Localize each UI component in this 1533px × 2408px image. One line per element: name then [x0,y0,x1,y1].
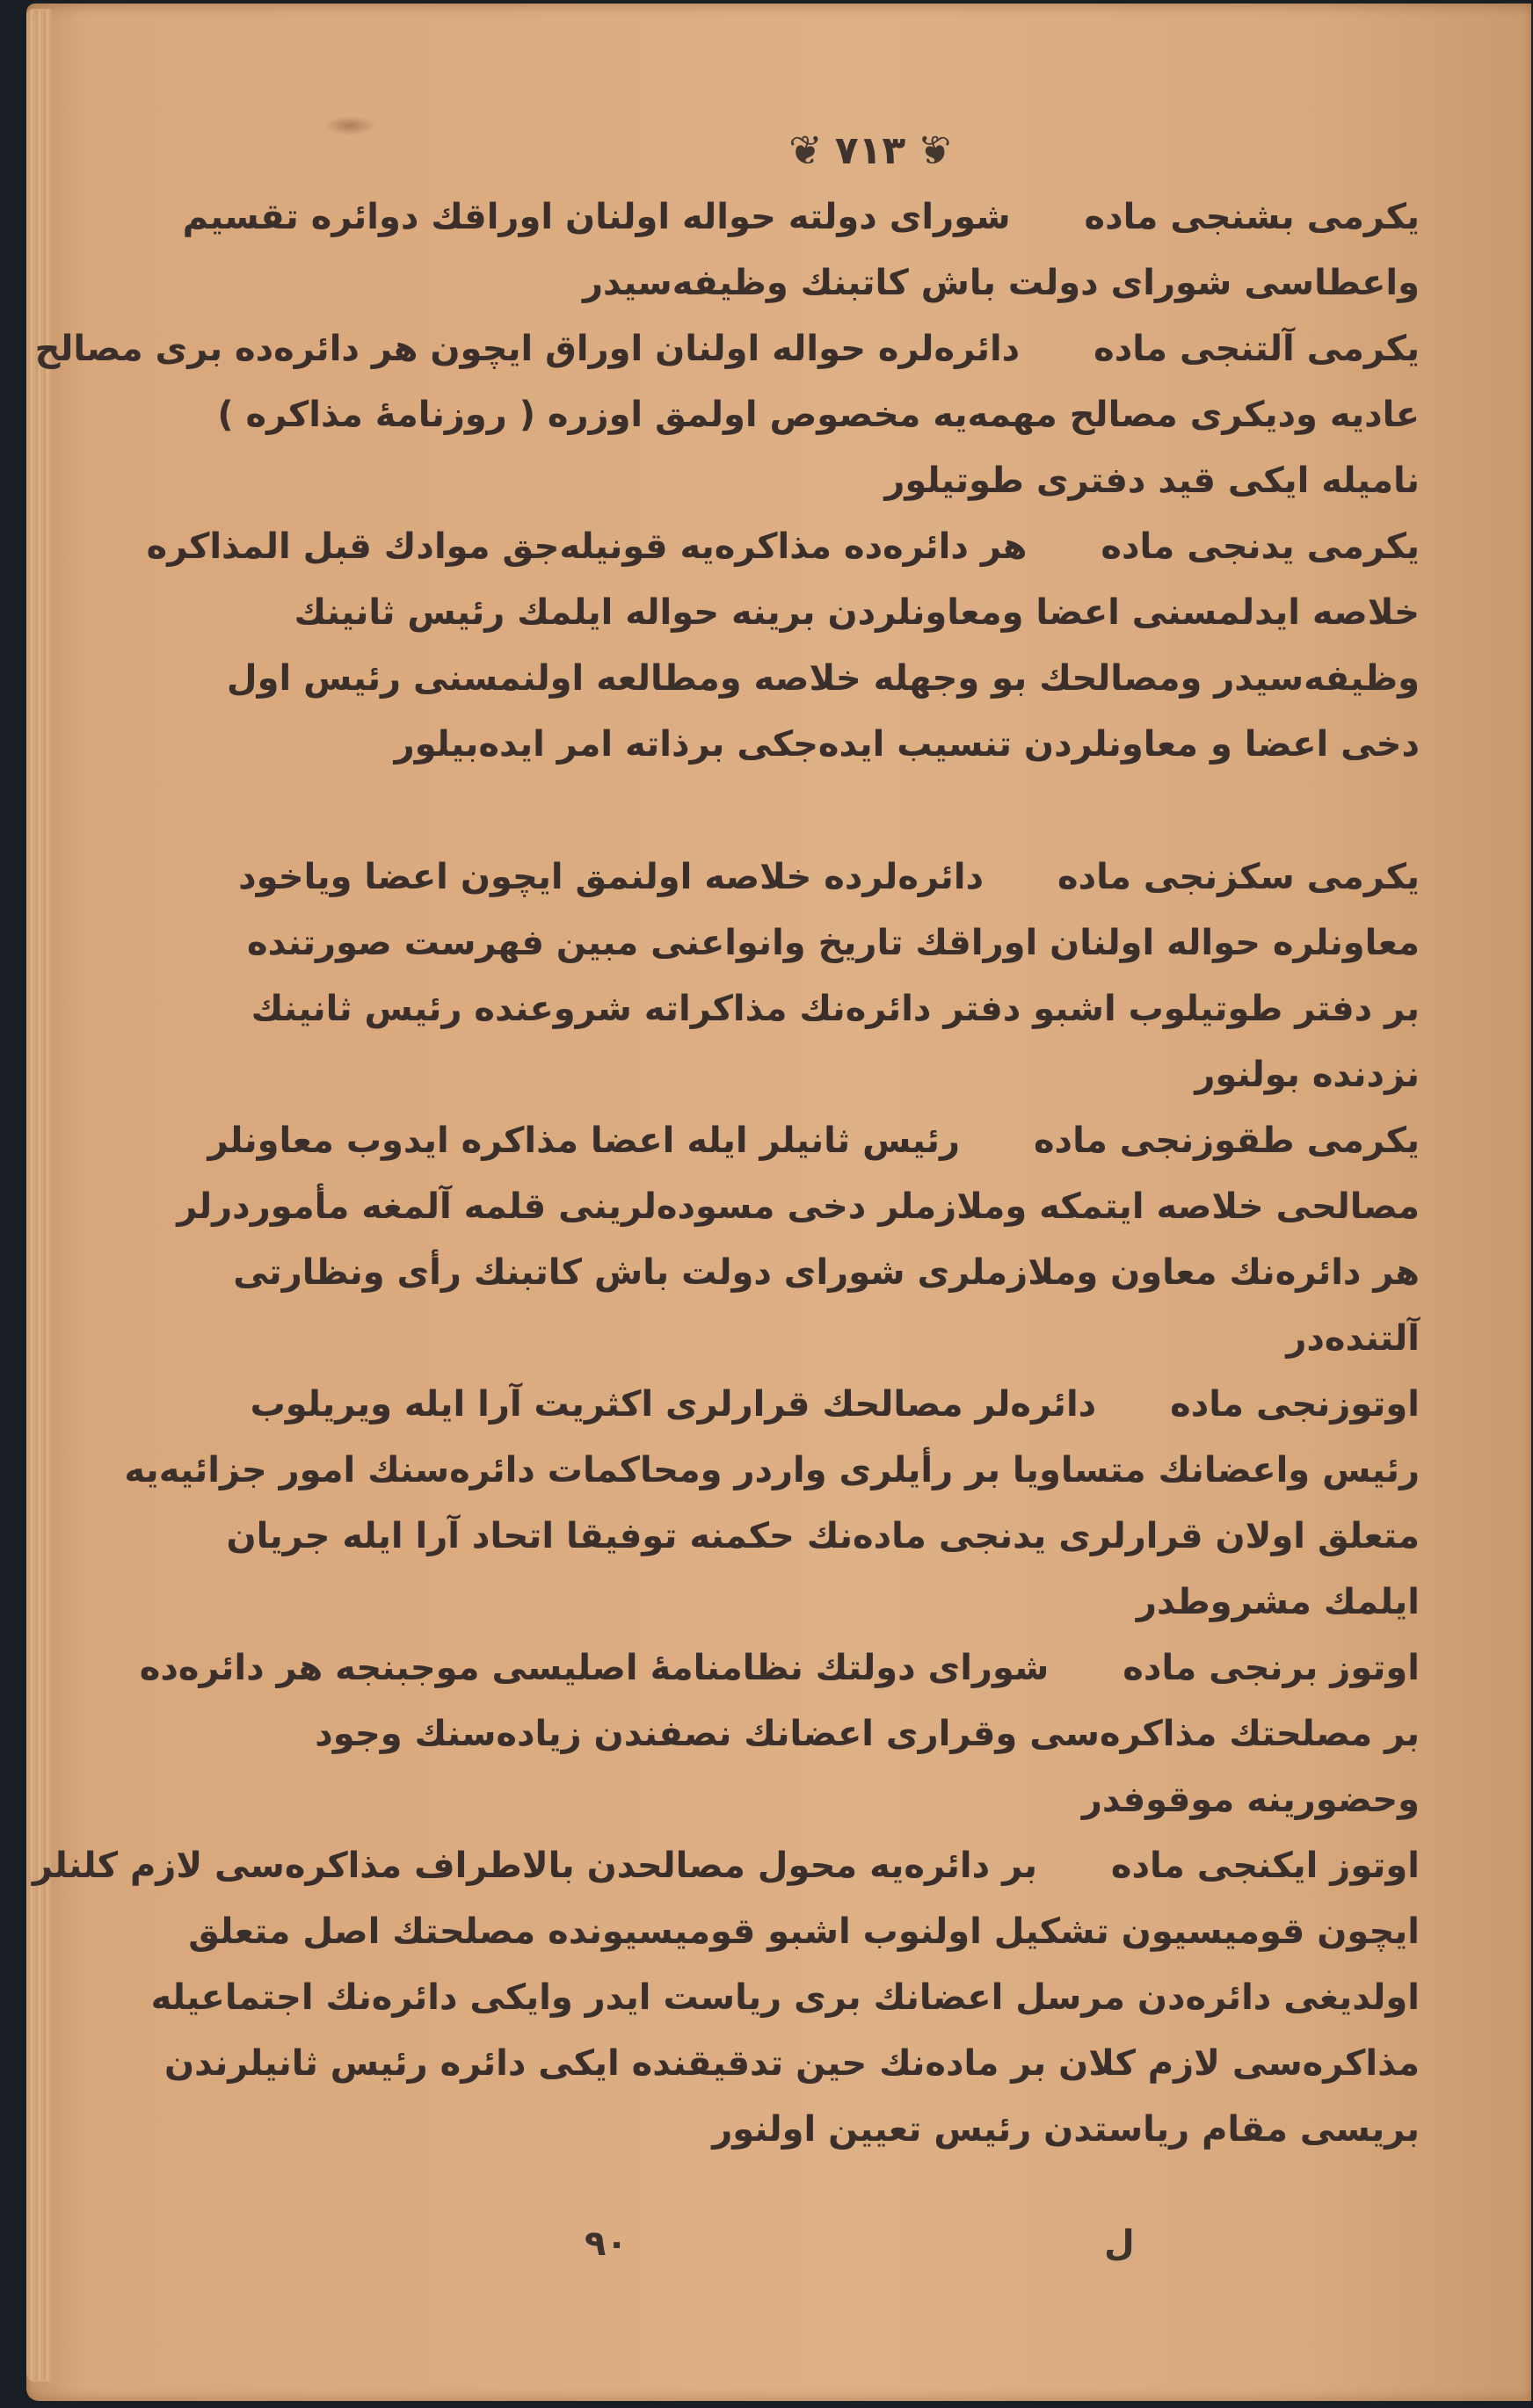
article-line: رئیس واعضانك متساویا بر رأیلری واردر ومحاکمات دائره‌سنك امور جزائیه‌یه [124,1450,1420,1490]
article-line: هر دائره‌ده مذاکره‌یه قونیله‌جق موادك قبل المذاکره [146,526,1028,567]
article-line: دخی اعضا و معاونلردن تنسیب ایده‌جکی برذاته امر ایده‌بیلور [394,724,1420,765]
article-31 [139,1636,1420,1833]
article-line: هر دائره‌نك معاون وملازملری شورای دولت باش کاتبنك رأی ونظارتی [233,1252,1420,1293]
article-line: نزدنده بولنور [1195,1055,1420,1095]
article-29 [177,1108,1420,1372]
article-line: اولدیغی دائره‌دن مرسل اعضانك بری ریاست ایدر وایکی دائره‌نك اجتماعیله [150,1977,1420,2018]
article-line: آلتنده‌در [1286,1318,1420,1359]
article-line: نامیله ایکی قید دفتری طوتیلور [884,461,1420,501]
article-line: عادیه ودیکری مصالح مهمه‌یه مخصوص اولمق اوزره ( روزنامهٔ مذاکره ) [217,395,1420,435]
article-line: واعطاسی شورای دولت باش کاتبنك وظیفه‌سیدر [582,263,1420,303]
article-title: یکرمی سکزنجی ماده [1057,857,1420,897]
page-header [756,112,984,188]
ornament-right-icon: ❦ [918,127,952,174]
article-title: یکرمی بشنجی ماده [1084,197,1420,237]
article-title: یکرمی آلتنجی ماده [1093,329,1420,369]
article-line: دائره‌لره حواله اولنان اوراق ایچون هر دائره‌ده بری مصالح [34,329,1021,369]
ink-smudge [323,116,376,135]
article-line: ایچون قومیسیون تشکیل اولنوب اشبو قومیسیونده مصلحتك اصل متعلق [188,1911,1420,1952]
article-line: مذاکره‌سی لازم کلان بر ماده‌نك حین تدقیقنده ایکی دائره رئیس ثانیلرندن [163,2043,1420,2084]
article-25 [182,185,1420,316]
signature-letter: ل [1104,2223,1135,2264]
signature-mark: ٩٠ [585,2223,628,2264]
article-line: ایلمك مشروطدر [1136,1582,1420,1622]
article-line: بر دائره‌یه محول مصالحدن بالاطراف مذاکره‌سی لازم کلنلر [32,1846,1037,1886]
article-26 [34,316,1420,514]
section-spacer [338,778,1420,845]
page-number: ٧١٣ [834,127,906,173]
article-line: دائره‌لر مصالحك قرارلری اکثریت آرا ایله ویریلوب [250,1384,1097,1425]
article-line: بر مصلحتك مذاکره‌سی وقراری اعضانك نصفندن زیاده‌سنك وجود [315,1714,1420,1754]
article-line: وظیفه‌سیدر ومصالحك بو وجهله خلاصه ومطالعه اولنمسنی رئیس اول [226,658,1420,699]
ornament-left-icon: ❦ [788,127,823,174]
article-title: اوتوز ایکنجی ماده [1110,1846,1420,1886]
article-line: مصالحی خلاصه ایتمکه وملازملر دخی مسوده‌لرینی قلمه آلمغه مأموردرلر [177,1186,1420,1227]
article-line: دائره‌لرده خلاصه اولنمق ایچون اعضا ویاخود [238,857,984,897]
article-line: وحضورینه موقوفدر [1081,1780,1420,1820]
article-line: شورای دولتك نظامنامهٔ اصلیسی موجبنجه هر دائره‌ده [139,1648,1050,1688]
article-27 [146,514,1420,778]
article-28 [238,845,1420,1108]
article-line: رئیس ثانیلر ایله اعضا مذاکره ایدوب معاونلر [207,1121,960,1161]
article-30 [124,1372,1420,1636]
article-title: یکرمی طقوزنجی ماده [1033,1121,1420,1161]
article-line: بریسی مقام ریاستدن رئیس تعیین اولنور [712,2109,1420,2150]
article-line: متعلق اولان قرارلری یدنجی ماده‌نك حکمنه توفیقا اتحاد آرا ایله جریان [226,1516,1420,1556]
article-line: بر دفتر طوتیلوب اشبو دفتر دائره‌نك مذاکراته شروعنده رئیس ثانینك [251,989,1420,1029]
article-title: اوتوزنجی ماده [1170,1384,1420,1425]
body-text [32,185,1420,2163]
article-title: یکرمی یدنجی ماده [1101,526,1420,567]
article-line: معاونلره حواله اولنان اوراقك تاریخ وانواعنی مبین فهرست صورتنده [246,923,1420,963]
article-32 [32,1833,1420,2163]
article-title: اوتوز برنجی ماده [1123,1648,1420,1688]
article-line: شورای دولته حواله اولنان اوراقك دوائره تقسیم [182,197,1011,237]
article-line: خلاصه ایدلمسنی اعضا ومعاونلردن برینه حواله ایلمك رئیس ثانینك [294,592,1420,633]
